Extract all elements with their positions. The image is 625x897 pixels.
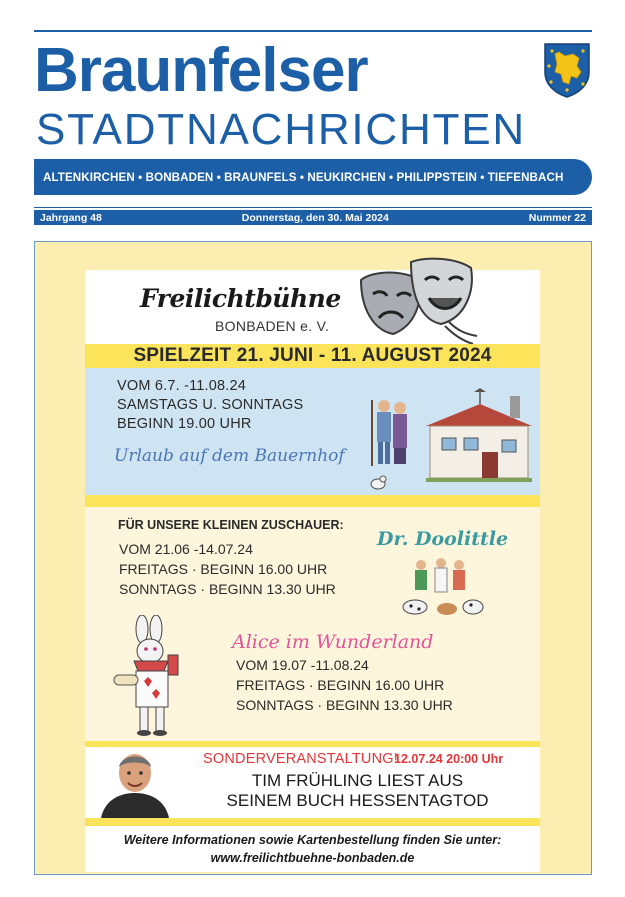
- show3-title: Alice im Wunderland: [232, 631, 434, 653]
- theater-poster: [85, 270, 540, 872]
- divider-band-3: [85, 818, 540, 826]
- special-event-section: [85, 747, 540, 818]
- theater-logo-sub: BONBADEN e. V.: [215, 318, 330, 334]
- white-rabbit-illustration-icon: [112, 615, 202, 739]
- theater-website-link[interactable]: www.freilichtbuehne-bonbaden.de: [210, 851, 415, 865]
- issue-date: Donnerstag, den 30. Mai 2024: [241, 211, 389, 224]
- divider-band: [85, 495, 540, 507]
- dr-doolittle-illustration-icon: [401, 555, 487, 621]
- show1-title: Urlaub auf dem Bauernhof: [114, 446, 345, 466]
- places-bar: [34, 159, 592, 195]
- theater-masks-icon: [353, 252, 483, 348]
- volume-label: Jahrgang 48: [40, 211, 102, 224]
- farmhouse-illustration-icon: [330, 386, 540, 496]
- special-event-heading: SONDERVERANSTALTUNG!: [203, 751, 398, 767]
- show2-friday: FREITAGS · BEGINN 16.00 UHR: [119, 561, 328, 577]
- ticket-info-text: Weitere Informationen sowie Kartenbestellung finden Sie unter:: [123, 833, 502, 847]
- show3-friday: FREITAGS · BEGINN 16.00 UHR: [236, 677, 445, 693]
- show2-sunday: SONNTAGS · BEGINN 13.30 UHR: [119, 581, 336, 597]
- kids-heading: FÜR UNSERE KLEINEN ZUSCHAUER:: [118, 518, 344, 532]
- issue-number: Nummer 22: [528, 211, 586, 224]
- show2-title: Dr. Doolittle: [377, 528, 509, 550]
- show3-dates: VOM 19.07 -11.08.24: [236, 657, 369, 673]
- special-event-line2: SEINEM BUCH HESSENTAGTOD: [226, 791, 489, 810]
- theater-logo: Freilichtbühne: [140, 284, 341, 313]
- issue-info-bar: [34, 210, 592, 225]
- show2-dates: VOM 21.06 -14.07.24: [119, 541, 253, 557]
- places-list: ALTENKIRCHEN • BONBADEN • BRAUNFELS • NEUKIRCHEN • PHILIPPSTEIN • TIEFENBACH: [43, 170, 564, 184]
- top-rule: [34, 30, 592, 32]
- show1-time: BEGINN 19.00 UHR: [117, 416, 252, 432]
- special-event-line1: TIM FRÜHLING LIEST AUS: [251, 771, 464, 790]
- ticket-info-footer: [85, 826, 540, 872]
- info-rule: [34, 207, 592, 208]
- show3-sunday: SONNTAGS · BEGINN 13.30 UHR: [236, 697, 453, 713]
- lion-crest-icon: [543, 42, 591, 98]
- special-event-datetime: 12.07.24 20:00 Uhr: [394, 752, 504, 766]
- masthead-subtitle: STADTNACHRICHTEN: [36, 105, 526, 154]
- season-banner: SPIELZEIT 21. JUNI - 11. AUGUST 2024: [85, 344, 540, 368]
- masthead-title: Braunfelser: [34, 36, 368, 105]
- show1-days: SAMSTAGS U. SONNTAGS: [117, 397, 304, 413]
- show1-dates: VOM 6.7. -11.08.24: [117, 378, 247, 394]
- show-urlaub-section: [85, 368, 540, 495]
- poster-logo-area: [85, 270, 540, 344]
- kids-section: [85, 507, 540, 741]
